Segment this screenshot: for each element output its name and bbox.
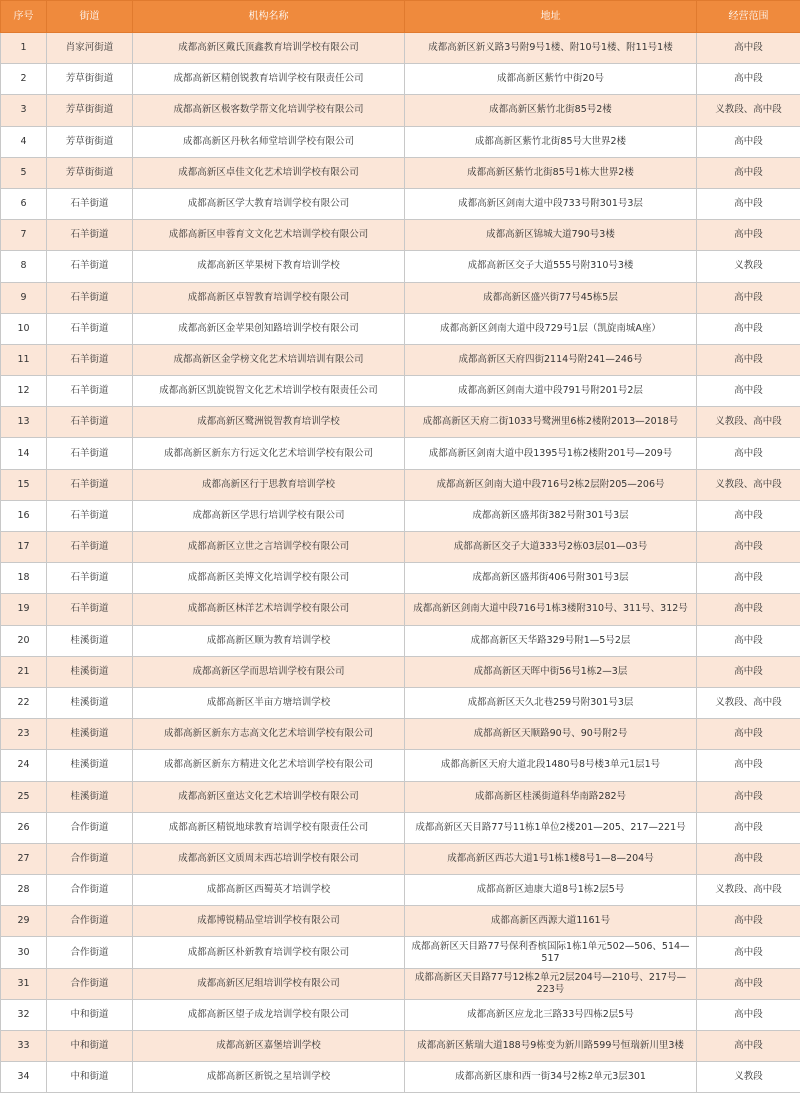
table-row	[1, 469, 800, 500]
cell-seq: 21	[1, 656, 47, 687]
table-row	[1, 313, 800, 344]
cell-scope: 高中段	[697, 33, 800, 64]
cell-address: 成都高新区紫竹北街85号2楼	[405, 95, 697, 126]
cell-scope: 高中段	[697, 532, 800, 563]
cell-org-name: 成都高新区美博文化培训学校有限公司	[133, 563, 405, 594]
cell-scope: 高中段	[697, 376, 800, 407]
header-seq: 序号	[1, 1, 47, 33]
table-row	[1, 126, 800, 157]
cell-street: 肖家河街道	[47, 33, 133, 64]
cell-street: 芳草街街道	[47, 95, 133, 126]
table-row	[1, 625, 800, 656]
table-row	[1, 1031, 800, 1062]
cell-street: 合作街道	[47, 937, 133, 968]
table-row	[1, 656, 800, 687]
table-row	[1, 33, 800, 64]
cell-address: 成都高新区迪康大道8号1栋2层5号	[405, 875, 697, 906]
table-body	[1, 33, 800, 1093]
cell-address: 成都高新区剑南大道中段791号附201号2层	[405, 376, 697, 407]
cell-seq: 14	[1, 438, 47, 469]
cell-org-name: 成都高新区卓智教育培训学校有限公司	[133, 282, 405, 313]
cell-scope: 高中段	[697, 812, 800, 843]
cell-org-name: 成都高新区立世之言培训学校有限公司	[133, 532, 405, 563]
cell-address: 成都高新区新义路3号附9号1楼、附10号1楼、附11号1楼	[405, 33, 697, 64]
cell-org-name: 成都高新区林洋艺术培训学校有限公司	[133, 594, 405, 625]
cell-street: 合作街道	[47, 968, 133, 999]
header-org-name: 机构名称	[133, 1, 405, 33]
cell-address: 成都高新区天目路77号保利香槟国际1栋1单元502—506、514—517	[405, 937, 697, 968]
cell-org-name: 成都高新区丹秋名师堂培训学校有限公司	[133, 126, 405, 157]
cell-address: 成都高新区剑南大道中段1395号1栋2楼附201号—209号	[405, 438, 697, 469]
cell-seq: 24	[1, 750, 47, 781]
cell-scope: 高中段	[697, 563, 800, 594]
cell-scope: 高中段	[697, 968, 800, 999]
table-row	[1, 687, 800, 718]
cell-seq: 26	[1, 812, 47, 843]
cell-street: 石羊街道	[47, 313, 133, 344]
cell-address: 成都高新区紫竹北街85号大世界2楼	[405, 126, 697, 157]
cell-street: 桂溪街道	[47, 719, 133, 750]
cell-org-name: 成都高新区卓佳文化艺术培训学校有限公司	[133, 157, 405, 188]
cell-street: 石羊街道	[47, 532, 133, 563]
cell-org-name: 成都高新区苹果树下教育培训学校	[133, 251, 405, 282]
cell-address: 成都高新区天府四街2114号附241—246号	[405, 344, 697, 375]
cell-seq: 18	[1, 563, 47, 594]
cell-scope: 高中段	[697, 937, 800, 968]
table-row	[1, 968, 800, 999]
cell-seq: 8	[1, 251, 47, 282]
cell-address: 成都高新区剑南大道中段716号2栋2层附205—206号	[405, 469, 697, 500]
cell-street: 石羊街道	[47, 282, 133, 313]
cell-street: 石羊街道	[47, 469, 133, 500]
cell-org-name: 成都高新区朴新教育培训学校有限公司	[133, 937, 405, 968]
cell-seq: 29	[1, 906, 47, 937]
cell-org-name: 成都高新区新东方行远文化艺术培训学校有限公司	[133, 438, 405, 469]
cell-scope: 义教段、高中段	[697, 95, 800, 126]
cell-address: 成都高新区天久北巷259号附301号3层	[405, 687, 697, 718]
cell-seq: 22	[1, 687, 47, 718]
cell-street: 芳草街街道	[47, 126, 133, 157]
cell-seq: 2	[1, 64, 47, 95]
cell-street: 芳草街街道	[47, 157, 133, 188]
cell-scope: 义教段、高中段	[697, 407, 800, 438]
cell-seq: 9	[1, 282, 47, 313]
cell-street: 中和街道	[47, 999, 133, 1030]
cell-org-name: 成都高新区顺为教育培训学校	[133, 625, 405, 656]
table-row	[1, 95, 800, 126]
cell-street: 石羊街道	[47, 376, 133, 407]
cell-org-name: 成都高新区极客数学帮文化培训学校有限公司	[133, 95, 405, 126]
cell-scope: 义教段、高中段	[697, 875, 800, 906]
table-row	[1, 251, 800, 282]
cell-street: 石羊街道	[47, 251, 133, 282]
cell-scope: 高中段	[697, 438, 800, 469]
cell-seq: 23	[1, 719, 47, 750]
cell-seq: 19	[1, 594, 47, 625]
cell-org-name: 成都高新区童达文化艺术培训学校有限公司	[133, 781, 405, 812]
table-row	[1, 750, 800, 781]
cell-street: 桂溪街道	[47, 687, 133, 718]
cell-seq: 31	[1, 968, 47, 999]
cell-scope: 高中段	[697, 126, 800, 157]
cell-org-name: 成都高新区尼组培训学校有限公司	[133, 968, 405, 999]
header-scope: 经营范围	[697, 1, 800, 33]
table-row	[1, 843, 800, 874]
cell-address: 成都高新区盛兴街77号45栋5层	[405, 282, 697, 313]
cell-scope: 高中段	[697, 220, 800, 251]
cell-seq: 1	[1, 33, 47, 64]
cell-seq: 27	[1, 843, 47, 874]
cell-org-name: 成都高新区金苹果创知路培训学校有限公司	[133, 313, 405, 344]
cell-address: 成都高新区西源大道1161号	[405, 906, 697, 937]
cell-seq: 6	[1, 188, 47, 219]
cell-seq: 20	[1, 625, 47, 656]
cell-seq: 17	[1, 532, 47, 563]
cell-street: 桂溪街道	[47, 750, 133, 781]
cell-scope: 高中段	[697, 906, 800, 937]
cell-street: 石羊街道	[47, 220, 133, 251]
cell-seq: 13	[1, 407, 47, 438]
cell-scope: 高中段	[697, 313, 800, 344]
table-row	[1, 563, 800, 594]
header-row	[1, 1, 800, 33]
cell-scope: 义教段	[697, 251, 800, 282]
cell-scope: 义教段、高中段	[697, 687, 800, 718]
table-row	[1, 500, 800, 531]
cell-seq: 33	[1, 1031, 47, 1062]
table-row	[1, 282, 800, 313]
cell-org-name: 成都高新区行于思教育培训学校	[133, 469, 405, 500]
cell-address: 成都高新区剑南大道中段733号附301号3层	[405, 188, 697, 219]
cell-org-name: 成都高新区西蜀英才培训学校	[133, 875, 405, 906]
cell-seq: 7	[1, 220, 47, 251]
cell-seq: 30	[1, 937, 47, 968]
cell-street: 石羊街道	[47, 500, 133, 531]
cell-address: 成都高新区天目路77号11栋1单位2楼201—205、217—221号	[405, 812, 697, 843]
cell-org-name: 成都高新区鹭洲锐智教育培训学校	[133, 407, 405, 438]
cell-org-name: 成都高新区半亩方塘培训学校	[133, 687, 405, 718]
cell-scope: 高中段	[697, 843, 800, 874]
cell-scope: 高中段	[697, 719, 800, 750]
cell-street: 桂溪街道	[47, 625, 133, 656]
cell-address: 成都高新区紫竹北街85号1栋大世界2楼	[405, 157, 697, 188]
cell-street: 石羊街道	[47, 563, 133, 594]
header-street: 街道	[47, 1, 133, 33]
cell-street: 合作街道	[47, 875, 133, 906]
cell-scope: 高中段	[697, 1031, 800, 1062]
cell-street: 石羊街道	[47, 407, 133, 438]
cell-address: 成都高新区康和西一街34号2栋2单元3层301	[405, 1062, 697, 1093]
cell-scope: 高中段	[697, 188, 800, 219]
cell-seq: 4	[1, 126, 47, 157]
cell-address: 成都高新区紫竹中街20号	[405, 64, 697, 95]
cell-address: 成都高新区锦城大道790号3楼	[405, 220, 697, 251]
cell-address: 成都高新区天华路329号附1—5号2层	[405, 625, 697, 656]
cell-org-name: 成都高新区精创锐教育培训学校有限责任公司	[133, 64, 405, 95]
cell-scope: 高中段	[697, 625, 800, 656]
cell-scope: 高中段	[697, 157, 800, 188]
cell-address: 成都高新区交子大道555号附310号3楼	[405, 251, 697, 282]
cell-org-name: 成都高新区学大教育培训学校有限公司	[133, 188, 405, 219]
cell-address: 成都高新区紫瑞大道188号9栋变为新川路599号恒瑞新川里3楼	[405, 1031, 697, 1062]
cell-scope: 高中段	[697, 500, 800, 531]
cell-scope: 义教段、高中段	[697, 469, 800, 500]
table-row	[1, 875, 800, 906]
cell-org-name: 成都高新区望子成龙培训学校有限公司	[133, 999, 405, 1030]
cell-street: 合作街道	[47, 812, 133, 843]
cell-org-name: 成都高新区文质周末西芯培训学校有限公司	[133, 843, 405, 874]
table-row	[1, 220, 800, 251]
cell-street: 中和街道	[47, 1031, 133, 1062]
cell-address: 成都高新区天目路77号12栋2单元2层204号—210号、217号—223号	[405, 968, 697, 999]
cell-address: 成都高新区天顺路90号、90号附2号	[405, 719, 697, 750]
cell-street: 芳草街街道	[47, 64, 133, 95]
cell-address: 成都高新区应龙北三路33号四栋2层5号	[405, 999, 697, 1030]
cell-seq: 12	[1, 376, 47, 407]
table-row	[1, 937, 800, 968]
cell-org-name: 成都高新区新东方精进文化艺术培训学校有限公司	[133, 750, 405, 781]
cell-seq: 15	[1, 469, 47, 500]
cell-seq: 11	[1, 344, 47, 375]
cell-seq: 16	[1, 500, 47, 531]
cell-org-name: 成都高新区凯旋锐智文化艺术培训学校有限责任公司	[133, 376, 405, 407]
header-address: 地址	[405, 1, 697, 33]
table-row	[1, 999, 800, 1030]
cell-street: 桂溪街道	[47, 656, 133, 687]
cell-address: 成都高新区天府二街1033号鹭洲里6栋2楼附2013—2018号	[405, 407, 697, 438]
cell-seq: 32	[1, 999, 47, 1030]
cell-address: 成都高新区交子大道333号2栋03层01—03号	[405, 532, 697, 563]
table-row	[1, 532, 800, 563]
cell-org-name: 成都高新区学思行培训学校有限公司	[133, 500, 405, 531]
cell-org-name: 成都高新区申蓉育文文化艺术培训学校有限公司	[133, 220, 405, 251]
cell-scope: 义教段	[697, 1062, 800, 1093]
cell-seq: 25	[1, 781, 47, 812]
cell-street: 石羊街道	[47, 438, 133, 469]
table-row	[1, 906, 800, 937]
cell-address: 成都高新区天晖中街56号1栋2—3层	[405, 656, 697, 687]
table-row	[1, 594, 800, 625]
table-row	[1, 64, 800, 95]
table-row	[1, 1062, 800, 1093]
cell-scope: 高中段	[697, 656, 800, 687]
cell-scope: 高中段	[697, 781, 800, 812]
cell-street: 桂溪街道	[47, 781, 133, 812]
cell-scope: 高中段	[697, 344, 800, 375]
cell-seq: 28	[1, 875, 47, 906]
table-header	[1, 1, 800, 33]
cell-street: 合作街道	[47, 843, 133, 874]
table-row	[1, 407, 800, 438]
cell-scope: 高中段	[697, 750, 800, 781]
cell-address: 成都高新区盛邦街406号附301号3层	[405, 563, 697, 594]
cell-street: 石羊街道	[47, 594, 133, 625]
cell-org-name: 成都高新区学而思培训学校有限公司	[133, 656, 405, 687]
cell-scope: 高中段	[697, 999, 800, 1030]
cell-scope: 高中段	[697, 282, 800, 313]
table-row	[1, 344, 800, 375]
cell-seq: 5	[1, 157, 47, 188]
table-row	[1, 188, 800, 219]
cell-org-name: 成都高新区精锐地球教育培训学校有限责任公司	[133, 812, 405, 843]
cell-org-name: 成都高新区金学榜文化艺术培训培训有限公司	[133, 344, 405, 375]
cell-seq: 3	[1, 95, 47, 126]
cell-org-name: 成都高新区新东方志高文化艺术培训学校有限公司	[133, 719, 405, 750]
cell-seq: 10	[1, 313, 47, 344]
table-row	[1, 157, 800, 188]
table-row	[1, 438, 800, 469]
table-row	[1, 719, 800, 750]
cell-org-name: 成都博锐精品堂培训学校有限公司	[133, 906, 405, 937]
cell-scope: 高中段	[697, 594, 800, 625]
cell-street: 石羊街道	[47, 188, 133, 219]
cell-address: 成都高新区天府大道北段1480号8号楼3单元1层1号	[405, 750, 697, 781]
cell-street: 合作街道	[47, 906, 133, 937]
cell-address: 成都高新区西芯大道1号1栋1楼8号1—8—204号	[405, 843, 697, 874]
cell-org-name: 成都高新区戴氏顶鑫教育培训学校有限公司	[133, 33, 405, 64]
cell-scope: 高中段	[697, 64, 800, 95]
table-row	[1, 781, 800, 812]
cell-org-name: 成都高新区新锐之星培训学校	[133, 1062, 405, 1093]
table-row	[1, 812, 800, 843]
cell-address: 成都高新区剑南大道中段729号1层（凯旋南城A座）	[405, 313, 697, 344]
cell-seq: 34	[1, 1062, 47, 1093]
cell-address: 成都高新区桂溪街道科华南路282号	[405, 781, 697, 812]
cell-street: 中和街道	[47, 1062, 133, 1093]
cell-street: 石羊街道	[47, 344, 133, 375]
table-row	[1, 376, 800, 407]
cell-address: 成都高新区盛邦街382号附301号3层	[405, 500, 697, 531]
cell-org-name: 成都高新区嘉堡培训学校	[133, 1031, 405, 1062]
cell-address: 成都高新区剑南大道中段716号1栋3楼附310号、311号、312号	[405, 594, 697, 625]
